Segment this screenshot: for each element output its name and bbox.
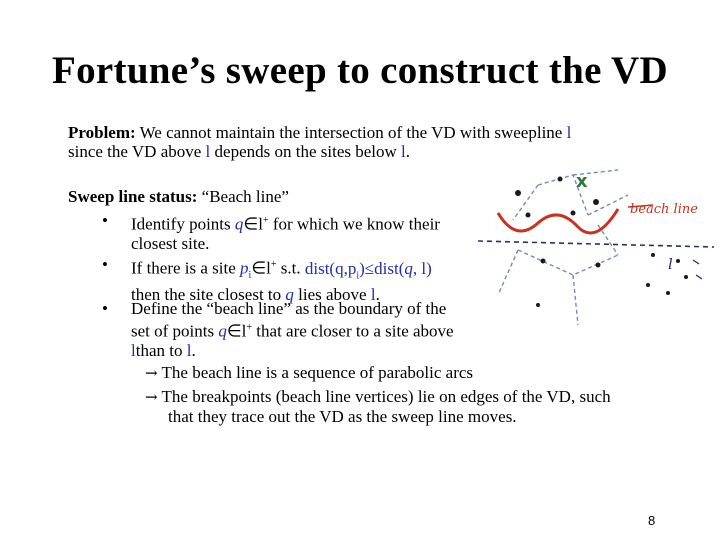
site-point xyxy=(596,263,601,268)
subpoint-2 xyxy=(145,387,705,426)
site-point xyxy=(571,211,576,216)
bullet-1-text-b: for which we know their xyxy=(268,214,440,234)
beach-line-sketch xyxy=(478,165,714,335)
dist-expression-3: , l) xyxy=(412,258,432,278)
subpoint-2-line-2: that they trace out the VD as the sweep line moves. xyxy=(168,407,517,426)
such-that-text: s.t. xyxy=(276,258,305,278)
problem-end: . xyxy=(405,142,411,161)
l-symbol: l xyxy=(258,214,263,234)
bullet-2-line-2b: lies above xyxy=(293,285,371,305)
problem-text-3: depends on the sites below xyxy=(210,142,402,161)
subpoint-1 xyxy=(145,363,473,383)
site-point xyxy=(684,275,688,279)
sketch-tick xyxy=(693,260,699,264)
distance-expression xyxy=(304,258,432,282)
dist-subscript: i xyxy=(356,270,360,282)
site-point xyxy=(558,177,563,182)
plus-superscript: + xyxy=(270,259,277,270)
site-point xyxy=(676,259,680,263)
bullet-3-line-1: Define the “beach line” as the boundary of the xyxy=(131,299,447,318)
status-label: Sweep line status: xyxy=(68,187,198,206)
element-of-symbol: ∈ xyxy=(251,258,267,278)
bullet-1-text: Identify points xyxy=(131,214,235,234)
subpoint-2-line-1: The breakpoints (beach line vertices) lie on edges of the VD, such xyxy=(161,387,611,406)
l-symbol: l xyxy=(266,258,271,278)
bullet-item-3 xyxy=(102,299,454,360)
pi-symbol: p xyxy=(240,258,249,278)
vd-edge xyxy=(588,195,628,215)
dist-expression-close: ) xyxy=(359,258,365,278)
q-symbol: q xyxy=(285,285,294,305)
problem-text-2: since the VD above xyxy=(68,142,206,161)
element-of-symbol: ∈ xyxy=(243,214,259,234)
status-text: “Beach line” xyxy=(197,187,289,206)
vd-edge xyxy=(573,275,578,325)
site-point xyxy=(646,283,650,287)
bullet-item-2 xyxy=(102,255,432,304)
site-point xyxy=(651,253,655,257)
bullet-3-line-2: set of points xyxy=(131,321,219,341)
element-of-symbol: ∈ xyxy=(226,321,242,341)
vd-edge xyxy=(513,185,538,220)
arrow-right-icon: → xyxy=(145,364,158,382)
sketch-ticks xyxy=(693,260,702,279)
arrow-right-icon: → xyxy=(145,388,158,406)
bullet-3-line-3: than to xyxy=(135,340,187,360)
site-point xyxy=(593,199,599,205)
x-mark-icon: x xyxy=(576,171,588,192)
l-symbol: l xyxy=(241,321,247,341)
vd-edge xyxy=(518,250,618,275)
l-symbol: l xyxy=(131,340,136,360)
sweep-status-heading xyxy=(68,187,289,206)
bullet-3-end: . xyxy=(191,340,196,360)
bullet-item-1 xyxy=(102,211,440,253)
site-point xyxy=(526,213,531,218)
bullet-glyph: • xyxy=(102,211,108,230)
site-point xyxy=(666,291,670,295)
sweep-line-label: l xyxy=(668,255,673,273)
bullet-glyph: • xyxy=(102,255,108,274)
bullet-1-line-2: closest site. xyxy=(131,233,210,253)
sites-below xyxy=(536,253,688,307)
l-symbol: l xyxy=(370,285,376,305)
beach-line-arcs xyxy=(498,209,618,233)
sweep-line xyxy=(478,241,714,247)
sketch-tick xyxy=(696,275,702,279)
problem-text-1: We cannot maintain the intersection of the VD with sweepline xyxy=(135,123,567,142)
problem-label: Problem: xyxy=(68,123,136,142)
bullet-2-line-2: then the site closest to xyxy=(131,285,286,305)
bullet-glyph: • xyxy=(102,299,108,318)
q-symbol: q xyxy=(218,321,227,341)
site-point xyxy=(541,259,546,264)
vd-edge xyxy=(498,250,518,295)
q-symbol: q xyxy=(404,258,413,278)
q-symbol: q xyxy=(234,214,244,234)
site-point xyxy=(515,190,521,196)
pi-subscript: i xyxy=(248,270,252,282)
site-point xyxy=(536,303,540,307)
page-number: 8 xyxy=(648,513,656,528)
bullet-2-end: . xyxy=(375,285,380,305)
dist-expression-2: ≤dist( xyxy=(364,258,405,278)
beach-line-label: beach line xyxy=(630,202,698,217)
subpoint-1-text: The beach line is a sequence of parabolic arcs xyxy=(161,363,474,382)
sweepline-symbol: l xyxy=(566,123,572,142)
sweepline-symbol: l xyxy=(401,142,406,161)
problem-statement xyxy=(68,123,698,161)
slide-title: Fortune’s sweep to construct the VD xyxy=(52,49,668,92)
sweepline-symbol: l xyxy=(205,142,211,161)
plus-superscript: + xyxy=(246,322,253,333)
plus-superscript: + xyxy=(262,215,269,226)
l-symbol: l xyxy=(186,340,192,360)
dist-expression-1: dist(q,p xyxy=(304,258,357,278)
bullet-3-line-2b: that are closer to a site above xyxy=(252,321,454,341)
bullet-2-text: If there is a site xyxy=(131,258,241,278)
